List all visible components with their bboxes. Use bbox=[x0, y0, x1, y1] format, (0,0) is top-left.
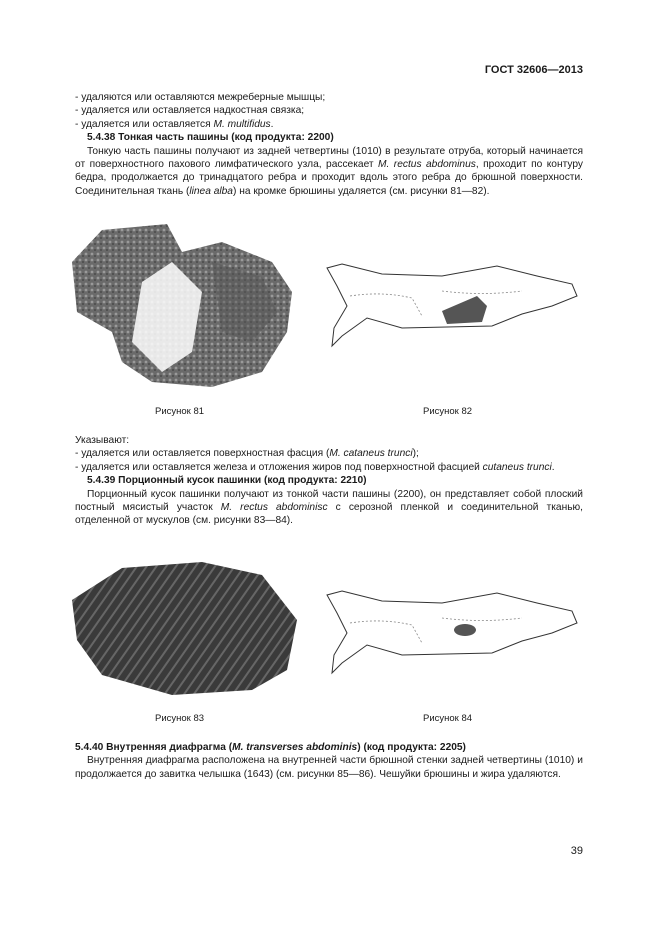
figure-84-caption: Рисунок 84 bbox=[423, 713, 473, 724]
bullet-item: - удаляется или оставляется надкостная связка; bbox=[75, 105, 305, 117]
figure-82-diagram bbox=[322, 256, 580, 352]
figure-83-caption: Рисунок 83 bbox=[155, 713, 205, 724]
section-5-4-38 bbox=[75, 91, 583, 198]
page-number: 39 bbox=[570, 845, 583, 857]
figure-82-caption: Рисунок 82 bbox=[423, 406, 473, 417]
body-paragraph: Порционный кусок пашинки получают из тонкой части пашины (2200), он представляет собой плоский постный мясистый участок M. rectus abdominisc с серозной пленкой и соединительной тканью, отделенной от мускулов (см. рисунки 83—84). bbox=[75, 488, 583, 527]
document-id: ГОСТ 32606—2013 bbox=[484, 64, 583, 76]
section-heading: 5.4.38 Тонкая часть пашины (код продукта: 2200) bbox=[87, 132, 334, 144]
section-heading: 5.4.39 Порционный кусок пашинки (код продукта: 2210) bbox=[87, 475, 367, 487]
section-heading: 5.4.40 Внутренняя диафрагма (M. transverses abdominis) (код продукта: 2205) bbox=[75, 742, 466, 753]
body-paragraph: Тонкую часть пашины получают из задней четвертины (1010) в результате отруба, который начинается от поверхностного пахового лимфатического узла, рассекает M. rectus abdominus, проходит по контуру бедра, продолжается до тринадцатого ребра и проходит вдоль этого ребра до брюшной поверхности. Соединительная ткань (linea alba) на кромке брюшины удаляется (см. рисунки 81—82). bbox=[75, 145, 583, 197]
section-5-4-39 bbox=[75, 434, 583, 528]
figure-84-diagram bbox=[322, 583, 580, 679]
bullet-item: - удаляются или оставляются межреберные мышцы; bbox=[75, 92, 326, 103]
cut-region bbox=[454, 624, 476, 636]
figure-81-image bbox=[72, 222, 300, 390]
bullet-item: - удаляется или оставляется железа и отложения жиров под поверхностной фасцией cutaneus trunci. bbox=[75, 461, 555, 473]
bullet-item: - удаляется или оставляется M. multifidus. bbox=[75, 118, 274, 130]
section-5-4-40 bbox=[75, 741, 583, 781]
figure-83-image bbox=[62, 560, 302, 698]
list-intro: Указывают: bbox=[75, 435, 130, 446]
figure-81-caption: Рисунок 81 bbox=[155, 406, 205, 417]
bullet-item: - удаляется или оставляется поверхностная фасция (M. cataneus trunci); bbox=[75, 448, 419, 460]
body-paragraph: Внутренняя диафрагма расположена на внутренней части брюшной стенки задней четвертины (1010) и продолжается до завитка челышка (1643) (см. рисунки 85—86). Чешуйки брюшины и жира удаляются. bbox=[75, 755, 583, 780]
